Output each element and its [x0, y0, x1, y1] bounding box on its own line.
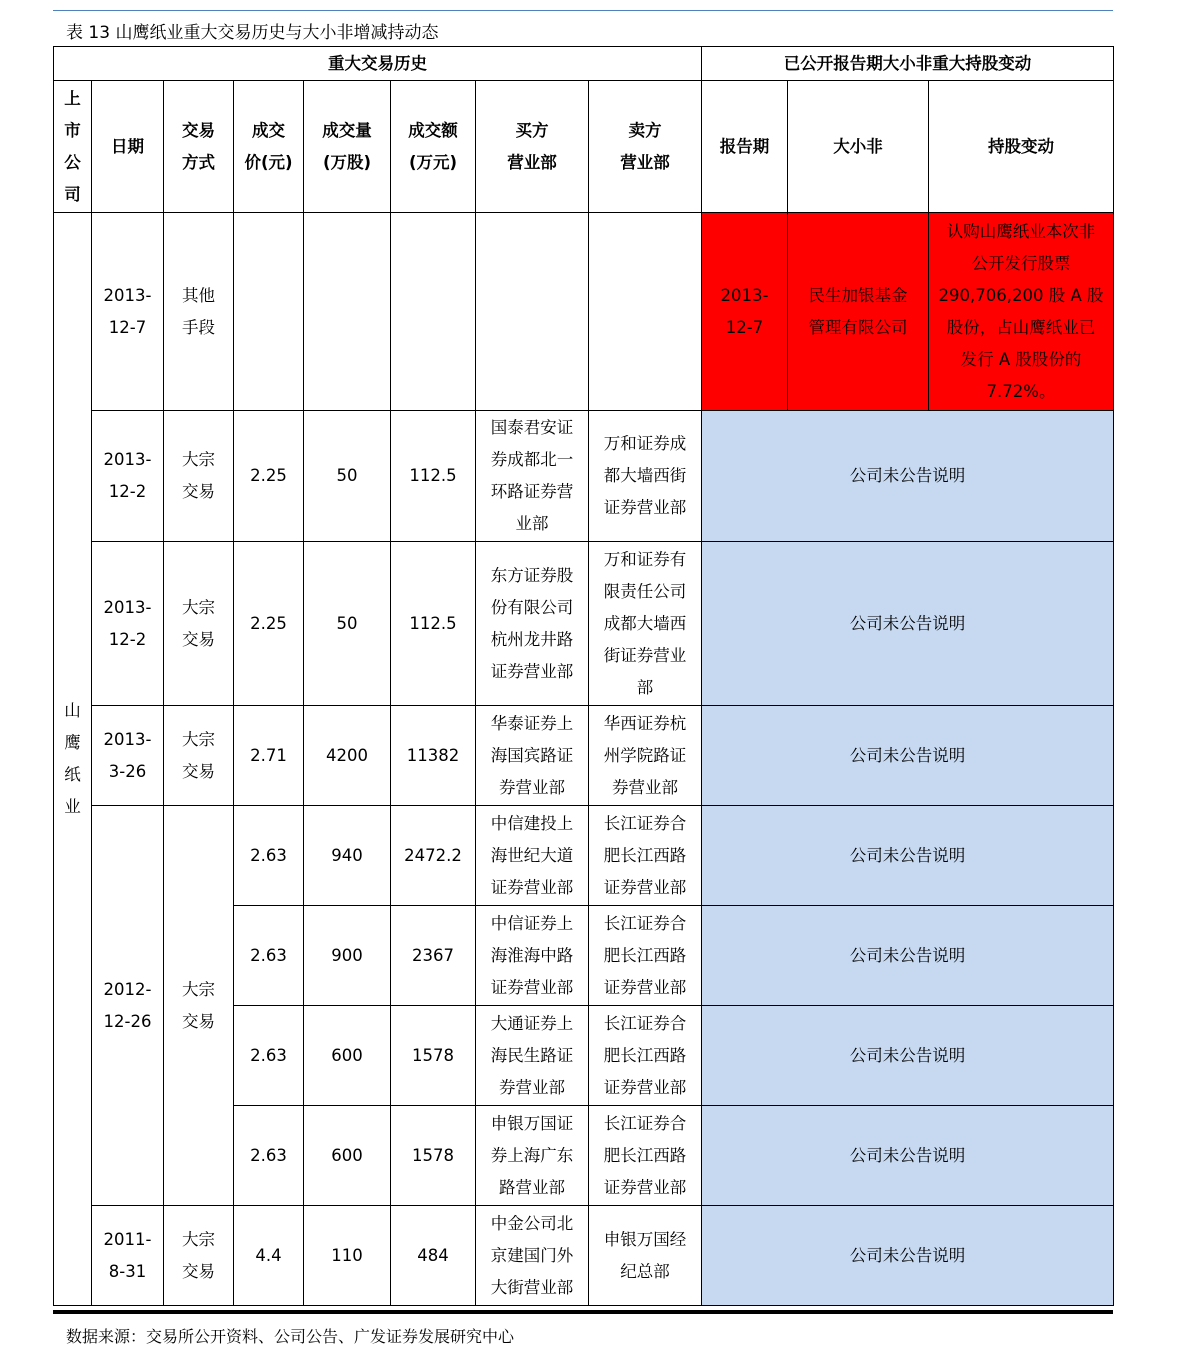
- seller-cell: 万和证券有 限责任公司 成都大墙西 街证券营业 部: [589, 542, 702, 706]
- volume-cell: 50: [304, 411, 391, 542]
- method-cell: 其他 手段: [164, 213, 234, 411]
- col-holder: 大小非: [788, 81, 929, 213]
- amount-cell: 484: [391, 1206, 476, 1306]
- volume-cell: [304, 213, 391, 411]
- note-cell: 公司未公告说明: [702, 806, 1114, 906]
- col-company: 上 市 公 司: [54, 81, 92, 213]
- buyer-cell: 华泰证券上 海国宾路证 券营业部: [476, 706, 589, 806]
- volume-cell: 600: [304, 1006, 391, 1106]
- col-report: 报告期: [702, 81, 788, 213]
- buyer-cell: 东方证券股 份有限公司 杭州龙井路 证券营业部: [476, 542, 589, 706]
- price-cell: 2.63: [234, 1006, 304, 1106]
- seller-cell: 长江证券合 肥长江西路 证券营业部: [589, 806, 702, 906]
- note-cell: 公司未公告说明: [702, 542, 1114, 706]
- buyer-cell: 中信建投上 海世纪大道 证券营业部: [476, 806, 589, 906]
- trade-history-table: [53, 46, 1114, 1306]
- note-cell: 公司未公告说明: [702, 706, 1114, 806]
- date-cell: 2012- 12-26: [92, 806, 164, 1206]
- amount-cell: 1578: [391, 1106, 476, 1206]
- col-date: 日期: [92, 81, 164, 213]
- amount-cell: 2472.2: [391, 806, 476, 906]
- amount-cell: 112.5: [391, 542, 476, 706]
- holding-change-cell: 认购山鹰纸业本次非 公开发行股票 290,706,200 股 A 股 股份，占山鹰纸业已 发行 A 股股份的 7.72%。: [929, 213, 1114, 411]
- company-cell: 山 鹰 纸 业: [54, 213, 92, 1306]
- price-cell: [234, 213, 304, 411]
- table-caption: 表 13 山鹰纸业重大交易历史与大小非增减持动态: [66, 23, 439, 43]
- data-source-note: 数据来源：交易所公开资料、公司公告、广发证券发展研究中心: [66, 1327, 515, 1346]
- seller-cell: 万和证券成 都大墙西街 证券营业部: [589, 411, 702, 542]
- amount-cell: 2367: [391, 906, 476, 1006]
- buyer-cell: 中信证券上 海淮海中路 证券营业部: [476, 906, 589, 1006]
- col-buyer: 买方 营业部: [476, 81, 589, 213]
- volume-cell: 600: [304, 1106, 391, 1206]
- table-row: [54, 213, 1114, 411]
- volume-cell: 110: [304, 1206, 391, 1306]
- note-cell: 公司未公告说明: [702, 1106, 1114, 1206]
- buyer-cell: 申银万国证 券上海广东 路营业部: [476, 1106, 589, 1206]
- buyer-cell: 国泰君安证 券成都北一 环路证券营 业部: [476, 411, 589, 542]
- table-row: [54, 706, 1114, 806]
- note-cell: 公司未公告说明: [702, 906, 1114, 1006]
- method-cell: 大宗 交易: [164, 706, 234, 806]
- amount-cell: [391, 213, 476, 411]
- table-row: [54, 542, 1114, 706]
- table-bottom-rule: [53, 1310, 1113, 1314]
- holder-cell: 民生加银基金 管理有限公司: [788, 213, 929, 411]
- col-price: 成交 价(元): [234, 81, 304, 213]
- note-cell: 公司未公告说明: [702, 411, 1114, 542]
- col-volume: 成交量 (万股): [304, 81, 391, 213]
- method-cell: 大宗 交易: [164, 806, 234, 1206]
- price-cell: 4.4: [234, 1206, 304, 1306]
- note-cell: 公司未公告说明: [702, 1006, 1114, 1106]
- seller-cell: 长江证券合 肥长江西路 证券营业部: [589, 1006, 702, 1106]
- col-seller: 卖方 营业部: [589, 81, 702, 213]
- method-cell: 大宗 交易: [164, 411, 234, 542]
- seller-cell: 申银万国经 纪总部: [589, 1206, 702, 1306]
- col-change: 持股变动: [929, 81, 1114, 213]
- amount-cell: 11382: [391, 706, 476, 806]
- price-cell: 2.25: [234, 411, 304, 542]
- price-cell: 2.25: [234, 542, 304, 706]
- report-period-cell: 2013- 12-7: [702, 213, 788, 411]
- buyer-cell: [476, 213, 589, 411]
- method-cell: 大宗 交易: [164, 1206, 234, 1306]
- volume-cell: 900: [304, 906, 391, 1006]
- price-cell: 2.71: [234, 706, 304, 806]
- buyer-cell: 中金公司北 京建国门外 大街营业部: [476, 1206, 589, 1306]
- group-header-holding-change: 已公开报告期大小非重大持股变动: [702, 47, 1114, 81]
- col-amount: 成交额 (万元): [391, 81, 476, 213]
- table-row: [54, 1206, 1114, 1306]
- date-cell: 2013- 3-26: [92, 706, 164, 806]
- amount-cell: 1578: [391, 1006, 476, 1106]
- date-cell: 2013- 12-2: [92, 411, 164, 542]
- caption-top-rule: [53, 10, 1113, 11]
- table-row: [54, 411, 1114, 542]
- price-cell: 2.63: [234, 1106, 304, 1206]
- buyer-cell: 大通证券上 海民生路证 券营业部: [476, 1006, 589, 1106]
- group-header-trade-history: 重大交易历史: [54, 47, 702, 81]
- method-cell: 大宗 交易: [164, 542, 234, 706]
- note-cell: 公司未公告说明: [702, 1206, 1114, 1306]
- seller-cell: 长江证券合 肥长江西路 证券营业部: [589, 1106, 702, 1206]
- volume-cell: 940: [304, 806, 391, 906]
- date-cell: 2013- 12-2: [92, 542, 164, 706]
- seller-cell: [589, 213, 702, 411]
- date-cell: 2013- 12-7: [92, 213, 164, 411]
- price-cell: 2.63: [234, 906, 304, 1006]
- date-cell: 2011- 8-31: [92, 1206, 164, 1306]
- seller-cell: 华西证券杭 州学院路证 券营业部: [589, 706, 702, 806]
- table-row: [54, 806, 1114, 906]
- volume-cell: 4200: [304, 706, 391, 806]
- seller-cell: 长江证券合 肥长江西路 证券营业部: [589, 906, 702, 1006]
- volume-cell: 50: [304, 542, 391, 706]
- col-method: 交易 方式: [164, 81, 234, 213]
- amount-cell: 112.5: [391, 411, 476, 542]
- price-cell: 2.63: [234, 806, 304, 906]
